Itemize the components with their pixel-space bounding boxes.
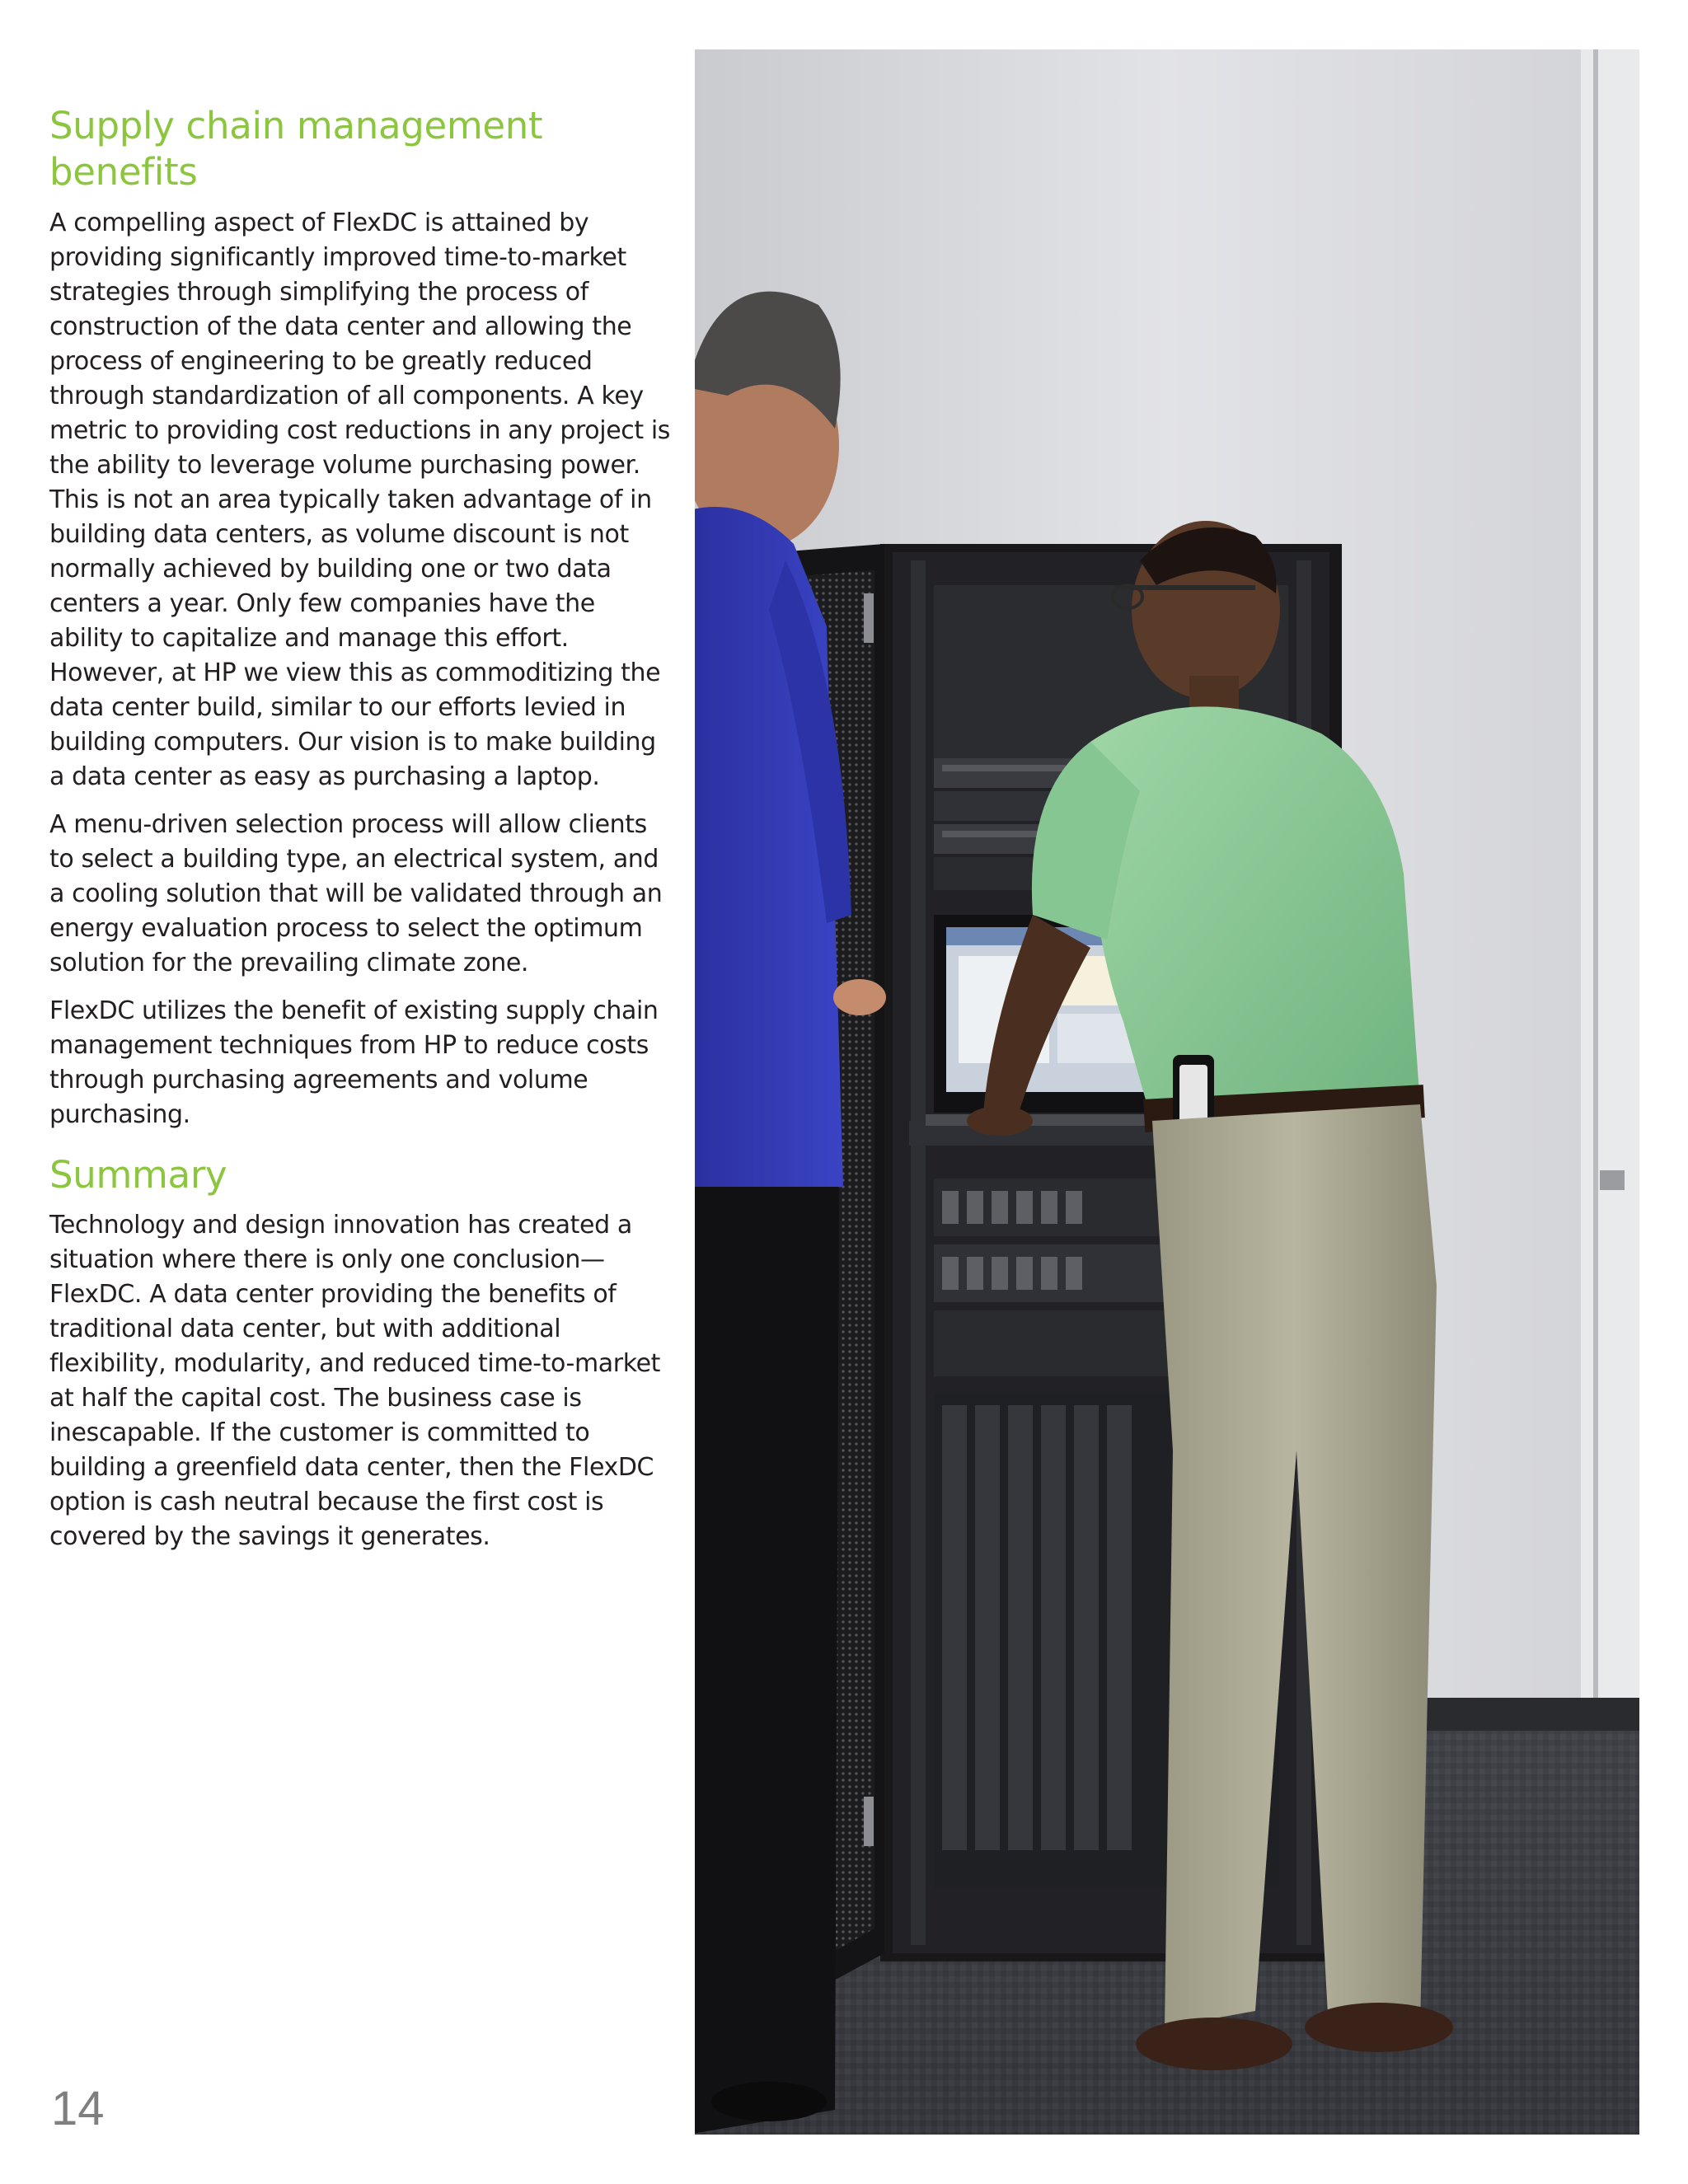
section-heading-supply-chain: Supply chain management benefits <box>49 104 543 194</box>
section-heading-summary: Summary <box>49 1152 227 1197</box>
photo-data-center-rack <box>695 49 1639 2135</box>
text-column <box>49 103 676 1568</box>
body-paragraph: FlexDC utilizes the benefit of existing supply chain management techniques from HP to reduce costs through purchasing agreements and volume purchasing. <box>49 996 659 1129</box>
body-paragraph: Technology and design innovation has created a situation where there is only one conclusion—FlexDC. A data center providing the benefits of traditional data center, but with additional flexibility, modularity, and reduced time-to-market at half the capital cost. The business case is inescapable. If the customer is committed to building a greenfield data center, then the FlexDC option is cash neutral because the first cost is covered by the savings it generates. <box>49 1210 661 1551</box>
body-paragraph: A menu-driven selection process will allow clients to select a building type, an electrical system, and a cooling solution that will be validated through an energy evaluation process to select the optimum solution for the prevailing climate zone. <box>49 809 663 977</box>
page-number: 14 <box>51 2082 105 2135</box>
body-paragraph: A compelling aspect of FlexDC is attained by providing significantly improved time-to-market strategies through simplifying the process of construction of the data center and allowing the process of engineering to be greatly reduced through standardization of all components. A key metric to providing cost reductions in any project is the ability to leverage volume purchasing power. This is not an area typically taken advantage of in building data centers, as volume discount is not normally achieved by building one or two data centers a year. Only few companies have the ability to capitalize and manage this effort. However, at HP we view this as commoditizing the data center build, similar to our efforts levied in building computers. Our vision is to make building a data center as easy as purchasing a laptop. <box>49 208 671 791</box>
